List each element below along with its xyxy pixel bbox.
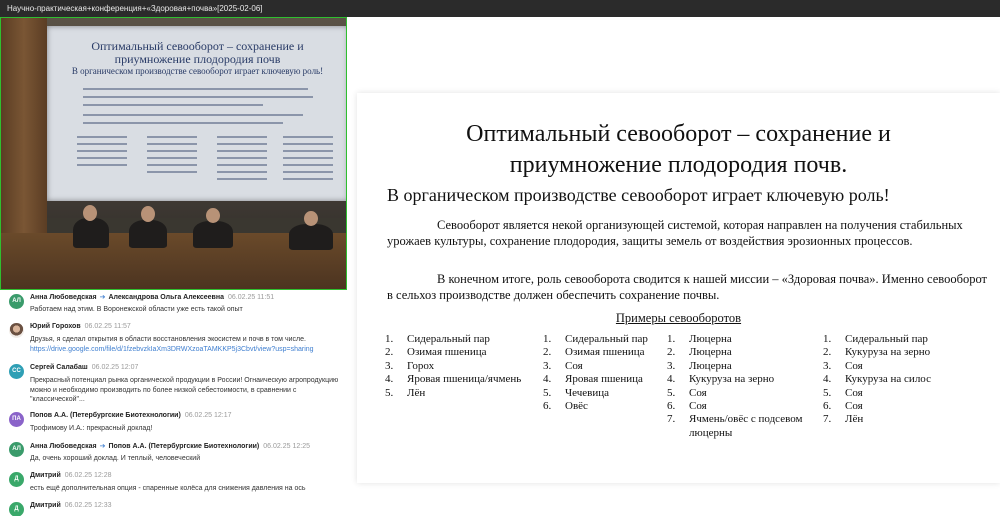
speaker-head: [83, 205, 97, 221]
avatar: [9, 323, 24, 338]
chat-text: [30, 335, 340, 354]
examples-heading: Примеры севооборотов: [615, 311, 742, 325]
list-item: 7. Лён: [823, 413, 864, 426]
chat-time: 06.02.25 11:57: [84, 323, 131, 330]
list-item: 2. Люцерна: [667, 346, 732, 359]
rotation-list-3: [667, 333, 817, 440]
list-item: 7. Ячмень/овёс с подсевом люцерны: [667, 413, 803, 439]
chat-time: 06.02.25 12:17: [184, 412, 232, 419]
speaker-figure: [129, 220, 167, 248]
speaker-head: [141, 206, 155, 222]
chat-message-header: [30, 502, 112, 509]
chat-author[interactable]: Анна Любоведская: [30, 294, 97, 301]
list-item: 4. Яровая пшеница: [543, 373, 643, 386]
window-title: Научно-практическая+конференция+«Здоровая+почва»[2025-02-06]: [0, 0, 1000, 17]
chat-text: Да, очень хороший доклад. И теплый, человеческий: [30, 455, 201, 462]
avatar: Д: [9, 472, 24, 487]
rotation-list-4: [823, 333, 931, 427]
chat-message: [0, 320, 347, 360]
chat-time: 06.02.25 12:25: [263, 443, 310, 450]
list-item: 1. Люцерна: [667, 333, 732, 345]
chat-text: Прекрасный потенциал рынка органической продукции в России! Огнаическую агропродукцию можно и необходимо производить по более низкой себестоимости, в сравнении с "классической"...: [30, 377, 339, 403]
reply-arrow-icon: ➔: [99, 294, 106, 301]
chat-message-header: [30, 323, 131, 330]
projected-column: [217, 136, 267, 185]
chat-message: [0, 439, 347, 467]
projected-title-line-2: приумножение плодородия почв: [114, 52, 281, 66]
avatar: АЛ: [9, 442, 24, 457]
projected-column: [147, 136, 197, 178]
avatar: ПА: [9, 412, 24, 427]
avatar: СС: [9, 364, 24, 379]
projected-text-line: [83, 88, 308, 90]
chat-link[interactable]: https://drive.google.com/file/d/1fzebvzkIaXm3DRWXzoaTAMKKP5j3Cbvt/view?usp=sharing: [30, 345, 314, 353]
slide-title: [357, 119, 1000, 181]
list-item: 5. Соя: [823, 386, 863, 399]
chat-message-header: [30, 293, 274, 301]
list-item: 3. Горох: [385, 359, 435, 372]
chat-message-header: [30, 442, 310, 450]
speaker-head: [206, 208, 220, 223]
chat-text-line: Друзья, я сделал открытия в области восстановления экосистем и почв в том числе.: [30, 336, 306, 343]
chat-reply-to[interactable]: Попов А.А. (Петербургские Биотехнологии): [108, 443, 260, 450]
speaker-head: [304, 211, 318, 226]
list-item: 1. Сидеральный пар: [823, 333, 928, 345]
chat-time: 06.02.25 11:51: [227, 294, 275, 301]
speaker-figure: [193, 221, 233, 248]
reply-arrow-icon: ➔: [99, 443, 106, 450]
list-item: 3. Соя: [823, 359, 863, 372]
list-item: 1. Сидеральный пар: [543, 333, 648, 345]
chat-author[interactable]: Попов А.А. (Петербургские Биотехнологии): [30, 412, 181, 419]
list-item: 4. Кукуруза на зерно: [667, 373, 775, 386]
list-item: 2. Кукуруза на зерно: [823, 346, 931, 359]
list-item: 5. Соя: [667, 386, 707, 399]
chat-text: Трофимову И.А.: прекрасный доклад!: [30, 425, 153, 432]
slide-viewer[interactable]: [347, 17, 1000, 516]
chat-message-header: [30, 412, 232, 419]
chat-message: [0, 409, 347, 437]
list-item: 5. Лён: [385, 386, 426, 399]
chat-time: 06.02.25 12:28: [64, 472, 112, 479]
projected-text-line: [83, 96, 313, 98]
chat-panel[interactable]: [0, 290, 347, 516]
rotation-list-1: [385, 333, 521, 400]
video-curtain: [1, 18, 47, 248]
list-item: 6. Соя: [823, 400, 863, 413]
video-player[interactable]: [0, 17, 347, 290]
list-item: 2. Озимая пшеница: [543, 346, 645, 359]
chat-message-header: [30, 364, 138, 371]
list-item: 4. Кукуруза на силос: [823, 373, 931, 386]
slide-lead: В органическом производстве севооборот играет ключевую роль!: [387, 185, 890, 205]
projected-text-line: [83, 122, 283, 124]
chat-author[interactable]: Анна Любоведская: [30, 443, 97, 450]
chat-time: 06.02.25 12:07: [91, 364, 139, 371]
list-item: 6. Овёс: [543, 400, 588, 413]
chat-message: [0, 361, 347, 409]
slide-paragraph-2: В конечном итоге, роль севооборота сводится к нашей миссии – «Здоровая почва». Именно севооборот в сельхоз производстве должен обеспечить сохранение почвы.: [387, 272, 988, 302]
projected-column: [283, 136, 333, 185]
avatar: Д: [9, 502, 24, 516]
chat-text: Работаем над этим. В Воронежской области уже есть такой опыт: [30, 306, 243, 313]
chat-author[interactable]: Юрий Горохов: [30, 323, 81, 330]
list-item: 4. Яровая пшеница/ячмень: [385, 373, 522, 386]
projected-title-line-1: Оптимальный севооборот – сохранение и: [91, 39, 304, 53]
projected-text-line: [83, 104, 263, 106]
chat-text: есть ещё дополнительная опция - спаренные колёса для снижения давления на ось: [30, 485, 306, 492]
chat-reply-to[interactable]: Александрова Ольга Алексеевна: [108, 294, 224, 301]
chat-time: 06.02.25 12:33: [64, 502, 112, 509]
presentation-slide: [357, 93, 1000, 483]
chat-author[interactable]: Дмитрий: [30, 472, 61, 479]
list-item: 5. Чечевица: [543, 386, 610, 399]
list-item: 3. Люцерна: [667, 359, 732, 372]
projected-slide-title: [47, 40, 347, 66]
projected-text-line: [83, 114, 303, 116]
list-item: 1. Сидеральный пар: [385, 333, 490, 345]
speaker-figure: [289, 224, 333, 250]
chat-author[interactable]: Дмитрий: [30, 502, 61, 509]
list-item: 6. Соя: [667, 400, 707, 413]
chat-message: [0, 499, 347, 516]
avatar: АЛ: [9, 294, 24, 309]
chat-author[interactable]: Сергей Салабаш: [30, 364, 88, 371]
list-item: 2. Озимая пшеница: [385, 346, 487, 359]
slide-title-line-1: Оптимальный севооборот – сохранение и: [466, 121, 891, 147]
projected-slide: [47, 26, 347, 201]
projected-column: [77, 136, 127, 171]
chat-message: [0, 290, 347, 316]
projected-slide-subtitle: В органическом производстве севооборот играет ключевую роль!: [71, 66, 324, 76]
list-item: 3. Соя: [543, 359, 583, 372]
slide-title-line-2: приумножение плодородия почв.: [509, 152, 848, 178]
slide-paragraph-1: Севооборот является некой организующей системой, которая направлен на получения стабильных урожаев культуры, сохранение плодородия, защиты земель от воздействия эрозионных процессов.: [387, 218, 963, 248]
chat-message: [0, 469, 347, 497]
chat-message-header: [30, 472, 112, 479]
speaker-figure: [73, 218, 109, 248]
rotation-list-2: [543, 333, 648, 413]
